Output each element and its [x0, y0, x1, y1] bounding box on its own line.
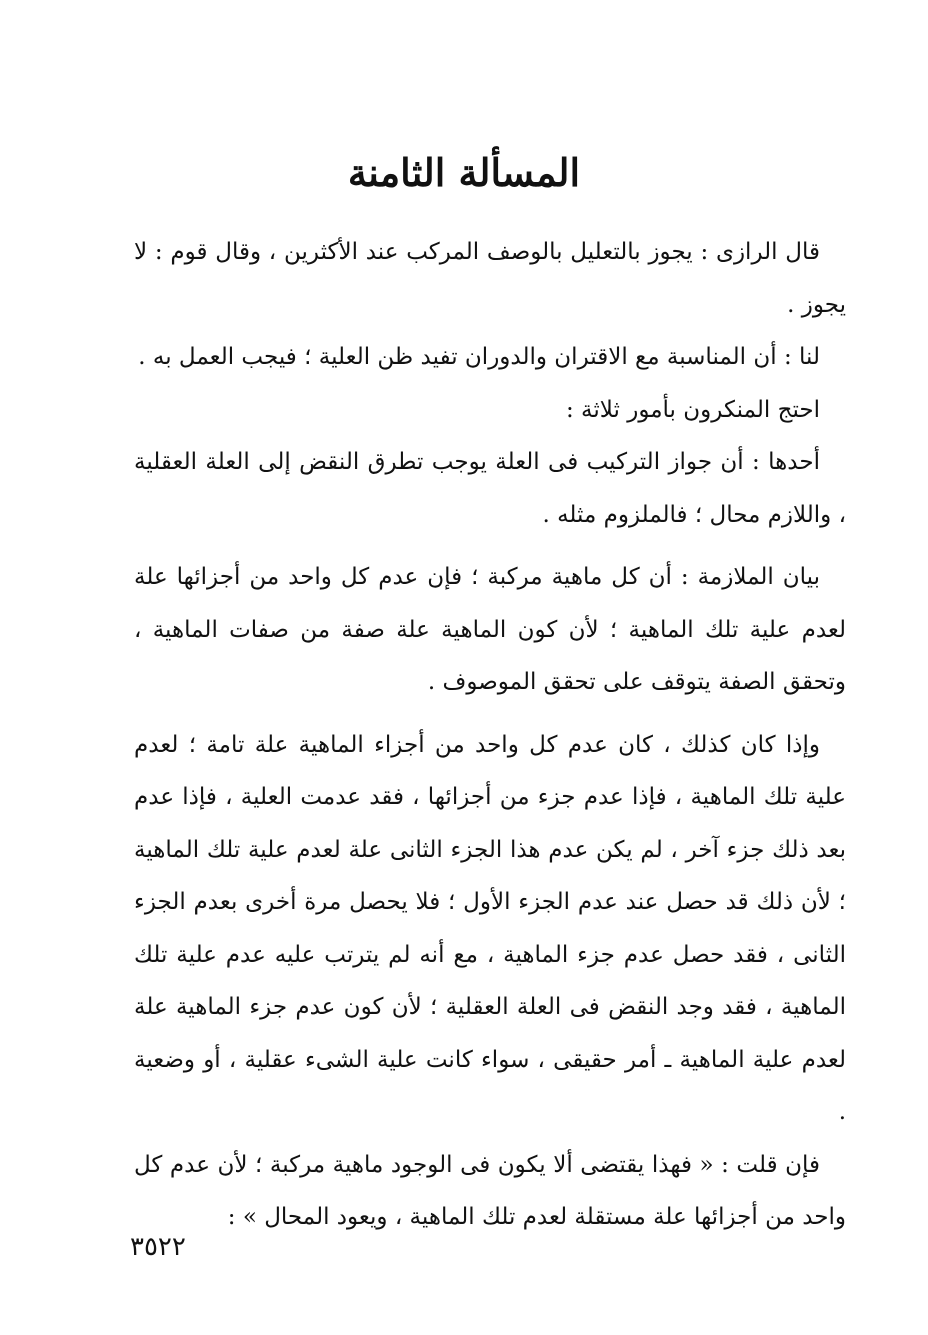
paragraph: بيان الملازمة : أن كل ماهية مركبة ؛ فإن عدم كل واحد من أجزائها علة لعدم علية تلك الماهية ؛ لأن كون الماهية علة صفة من صفات الماهية ، وتحقق الصفة يتوقف على تحقق الموصوف . [134, 564, 846, 695]
section-title: المسألة الثامنة [347, 150, 581, 195]
paragraph: قال الرازى : يجوز بالتعليل بالوصف المركب عند الأكثرين ، وقال قوم : لا يجوز . [134, 239, 846, 318]
paragraph: فإن قلت : « فهذا يقتضى ألا يكون فى الوجود ماهية مركبة ؛ لأن عدم كل واحد من أجزائها علة مستقلة لعدم تلك الماهية ، ويعود المحال » : [134, 1151, 846, 1230]
page-number: ٣٥٢٢ [130, 1232, 186, 1262]
paragraph: وإذا كان كذلك ، كان عدم كل واحد من أجزاء الماهية علة تامة ؛ لعدم علية تلك الماهية ، فإذا عدم جزء من أجزائها ، فقد عدمت العلية ، فإذا عدم بعد ذلك جزء آخر ، لم يكن عدم هذا الجزء الثانى علة لعدم علية تلك الماهية ؛ لأن ذلك قد حصل عند عدم الجزء الأول ؛ فلا يحصل مرة أخرى بعدم الجزء الثانى ، فقد حصل عدم جزء الماهية ، مع أنه لم يترتب عليه عدم علية تلك الماهية ، فقد وجد النقض فى العلة العقلية ؛ لأن كون عدم جزء الماهية علة لعدم علية الماهية ـ أمر حقيقى ، سواء كانت علية الشىء عقلية ، أو وضعية . [134, 731, 846, 1125]
paragraph: أحدها : أن جواز التركيب فى العلة يوجب تطرق النقض إلى العلة العقلية ، واللازم محال ؛ فالملزوم مثله . [134, 449, 846, 528]
paragraph: احتج المنكرون بأمور ثلاثة : [566, 396, 820, 423]
paragraph: لنا : أن المناسبة مع الاقتران والدوران تفيد ظن العلية ؛ فيجب العمل به . [138, 344, 820, 370]
body-text [134, 226, 846, 1244]
